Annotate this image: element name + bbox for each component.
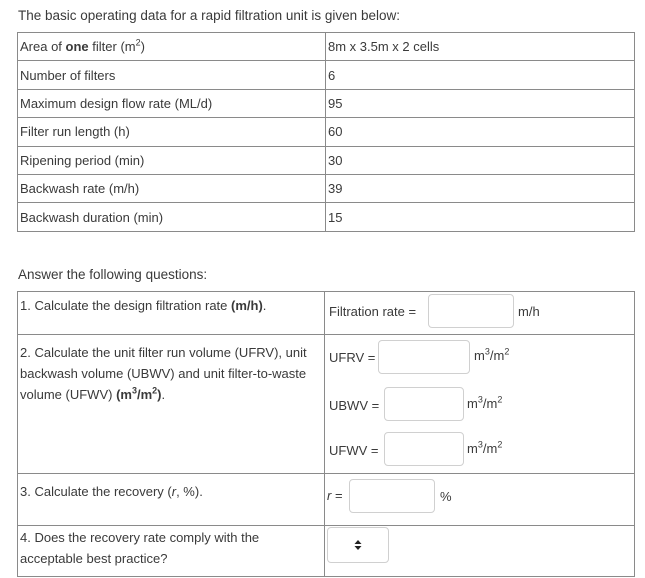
row-value: 60 — [326, 118, 635, 146]
table-row — [18, 146, 635, 174]
operating-data-table — [17, 32, 635, 232]
table-row — [18, 203, 635, 231]
row-label: Backwash duration (min) — [18, 203, 326, 231]
recovery-unit: % — [440, 489, 452, 504]
ufrv-unit: $m^3/m^2$ — [474, 346, 510, 363]
ubwv-input[interactable] — [384, 387, 464, 421]
compliance-select[interactable] — [327, 527, 389, 563]
table-row — [18, 33, 635, 61]
row-divider — [18, 334, 634, 335]
recovery-label: r = — [327, 488, 343, 503]
filtration-rate-unit: m/h — [518, 304, 540, 319]
row-value: 30 — [326, 146, 635, 174]
ubwv-unit: $m^3/m^2$ — [467, 394, 503, 411]
ubwv-label: UBWV = — [329, 398, 380, 413]
question-2-text: 2. Calculate the unit filter run volume (UFRV), unit backwash volume (UBWV) and unit filter-to-waste volume (UFWV) $(m^3/m^2)$. — [20, 345, 307, 402]
row-divider — [18, 525, 634, 526]
row-label: Backwash rate (m/h) — [18, 174, 326, 202]
ufwv-label: UFWV = — [329, 443, 379, 458]
row-label: Area of one filter $(m^2)$ — [18, 33, 326, 61]
ufwv-unit: $m^3/m^2$ — [467, 439, 503, 456]
filtration-rate-input[interactable] — [428, 294, 514, 328]
questions-grid — [17, 291, 635, 577]
row-value: 95 — [326, 89, 635, 117]
row-label: Ripening period (min) — [18, 146, 326, 174]
row-value: 8m x 3.5m x 2 cells — [326, 33, 635, 61]
row-value: 39 — [326, 174, 635, 202]
row-value: 15 — [326, 203, 635, 231]
row-label: Filter run length (h) — [18, 118, 326, 146]
table-row — [18, 174, 635, 202]
ufrv-label: UFRV = — [329, 350, 376, 365]
question-1-text: 1. Calculate the design filtration rate (m/h). — [20, 298, 267, 313]
row-value: 6 — [326, 61, 635, 89]
table-row — [18, 61, 635, 89]
table-row — [18, 89, 635, 117]
question-3-text: 3. Calculate the recovery (r, %). — [20, 484, 203, 499]
row-divider — [18, 473, 634, 474]
question-4-text: 4. Does the recovery rate comply with the acceptable best practice? — [20, 530, 260, 566]
recovery-input[interactable] — [349, 479, 435, 513]
table-row — [18, 118, 635, 146]
ufwv-input[interactable] — [384, 432, 464, 466]
row-label: Number of filters — [18, 61, 326, 89]
answer-instructions: Answer the following questions: — [18, 267, 208, 282]
intro-text: The basic operating data for a rapid filtration unit is given below: — [18, 8, 400, 23]
filtration-rate-label: Filtration rate = — [329, 304, 417, 319]
ufrv-input[interactable] — [378, 340, 470, 374]
up-down-caret-icon — [354, 539, 362, 551]
row-label: Maximum design flow rate (ML/d) — [18, 89, 326, 117]
